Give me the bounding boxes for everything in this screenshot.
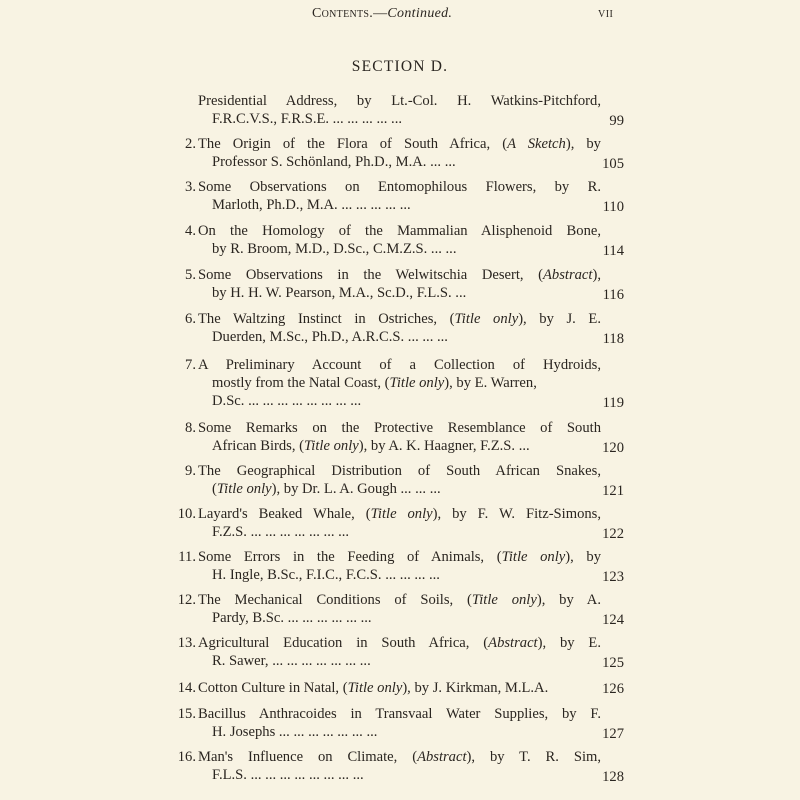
- entry-author-line: Duerden, M.Sc., Ph.D., A.R.C.S. ... ... ...: [212, 329, 448, 345]
- entry-number: 10.: [177, 506, 196, 522]
- entry-title-line: Presidential Address, by Lt.-Col. H. Watkins-Pitchford,: [198, 93, 601, 109]
- entry-author-line: Pardy, B.Sc. ... ... ... ... ... ...: [212, 610, 372, 626]
- entry-title-line: On the Homology of the Mammalian Alisphenoid Bone,: [198, 223, 601, 239]
- entry-number: 15.: [177, 706, 196, 722]
- entry-page-number: 127: [602, 726, 624, 742]
- entry-title-line: The Geographical Distribution of South African Snakes,: [198, 463, 601, 479]
- entry-title-line: A Preliminary Account of a Collection of Hydroids,: [198, 357, 601, 373]
- entry-number: 7.: [185, 357, 196, 373]
- entry-number: 3.: [185, 179, 196, 195]
- entry-title-line: Some Observations in the Welwitschia Desert, (Abstract),: [198, 267, 601, 283]
- entry-page-number: 99: [609, 113, 624, 129]
- entry-author-line: F.R.C.V.S., F.R.S.E. ... ... ... ... ...: [212, 111, 403, 127]
- entry-author-line: Professor S. Schönland, Ph.D., M.A. ... ...: [212, 154, 456, 170]
- entry-author-line: F.Z.S. ... ... ... ... ... ... ...: [212, 524, 350, 540]
- entry-number: 6.: [185, 311, 196, 327]
- entry-title-line: Some Remarks on the Protective Resemblance of South: [198, 420, 601, 436]
- entry-page-number: 110: [602, 199, 624, 215]
- page-number: vii: [598, 6, 614, 21]
- entry-number: 14.: [177, 680, 196, 696]
- entry-page-number: 121: [602, 483, 624, 499]
- entry-title-line: Cotton Culture in Natal, (Title only), by J. Kirkman, M.L.A.: [198, 680, 549, 696]
- entry-number: 12.: [177, 592, 196, 608]
- entry-title-line: Some Errors in the Feeding of Animals, (Title only), by: [198, 549, 601, 565]
- entry-title-line: The Mechanical Conditions of Soils, (Title only), by A.: [198, 592, 601, 608]
- entry-author-line: H. Josephs ... ... ... ... ... ... ...: [212, 724, 378, 740]
- entry-page-number: 118: [602, 331, 624, 347]
- entry-page-number: 114: [602, 243, 624, 259]
- entry-title-line: Bacillus Anthracoides in Transvaal Water Supplies, by F.: [198, 706, 601, 722]
- entry-number: 2.: [185, 136, 196, 152]
- entry-title-line: The Waltzing Instinct in Ostriches, (Title only), by J. E.: [198, 311, 601, 327]
- entry-author-line: (Title only), by Dr. L. A. Gough ... ... ...: [212, 481, 441, 497]
- entry-number: 16.: [177, 749, 196, 765]
- entry-number: 4.: [185, 223, 196, 239]
- entry-number: 5.: [185, 267, 196, 283]
- entry-title-line: Agricultural Education in South Africa, (Abstract), by E.: [198, 635, 601, 651]
- entry-page-number: 123: [602, 569, 624, 585]
- entry-title-line: Some Observations on Entomophilous Flowers, by R.: [198, 179, 601, 195]
- entry-page-number: 128: [602, 769, 624, 785]
- entry-page-number: 126: [602, 681, 624, 697]
- entry-page-number: 105: [602, 156, 624, 172]
- running-title-dash: —: [373, 6, 388, 21]
- entry-number: 11.: [178, 549, 196, 565]
- entry-author-line: by R. Broom, M.D., D.Sc., C.M.Z.S. ... ...: [212, 241, 457, 257]
- entry-author-line: H. Ingle, B.Sc., F.I.C., F.C.S. ... ... ... ...: [212, 567, 440, 583]
- entry-title-line: Man's Influence on Climate, (Abstract), by T. R. Sim,: [198, 749, 601, 765]
- entry-author-line: R. Sawer, ... ... ... ... ... ... ...: [212, 653, 371, 669]
- entry-title-line: Layard's Beaked Whale, (Title only), by F. W. Fitz-Simons,: [198, 506, 601, 522]
- entry-number: 13.: [177, 635, 196, 651]
- entry-page-number: 125: [602, 655, 624, 671]
- entry-author-line: by H. H. W. Pearson, M.A., Sc.D., F.L.S. ...: [212, 285, 467, 301]
- section-title-text: SECTION D.: [351, 58, 449, 75]
- entry-page-number: 124: [602, 612, 624, 628]
- entry-number: 9.: [185, 463, 196, 479]
- running-title-main: Contents.: [312, 6, 374, 21]
- entry-number: 8.: [185, 420, 196, 436]
- entry-title-line: The Origin of the Flora of South Africa, (A Sketch), by: [198, 136, 601, 152]
- entry-page-number: 120: [602, 440, 624, 456]
- entry-page-number: 116: [602, 287, 624, 303]
- entry-page-number: 119: [602, 395, 624, 411]
- entry-author-line: D.Sc. ... ... ... ... ... ... ... ...: [212, 393, 362, 409]
- entry-author-line: Marloth, Ph.D., M.A. ... ... ... ... ...: [212, 197, 411, 213]
- entry-page-number: 122: [602, 526, 624, 542]
- entry-author-line: mostly from the Natal Coast, (Title only), by E. Warren,: [212, 375, 537, 391]
- entry-author-line: F.L.S. ... ... ... ... ... ... ... ...: [212, 767, 364, 783]
- running-title-continued: Continued.: [387, 6, 453, 21]
- entry-author-line: African Birds, (Title only), by A. K. Haagner, F.Z.S. ...: [212, 438, 530, 454]
